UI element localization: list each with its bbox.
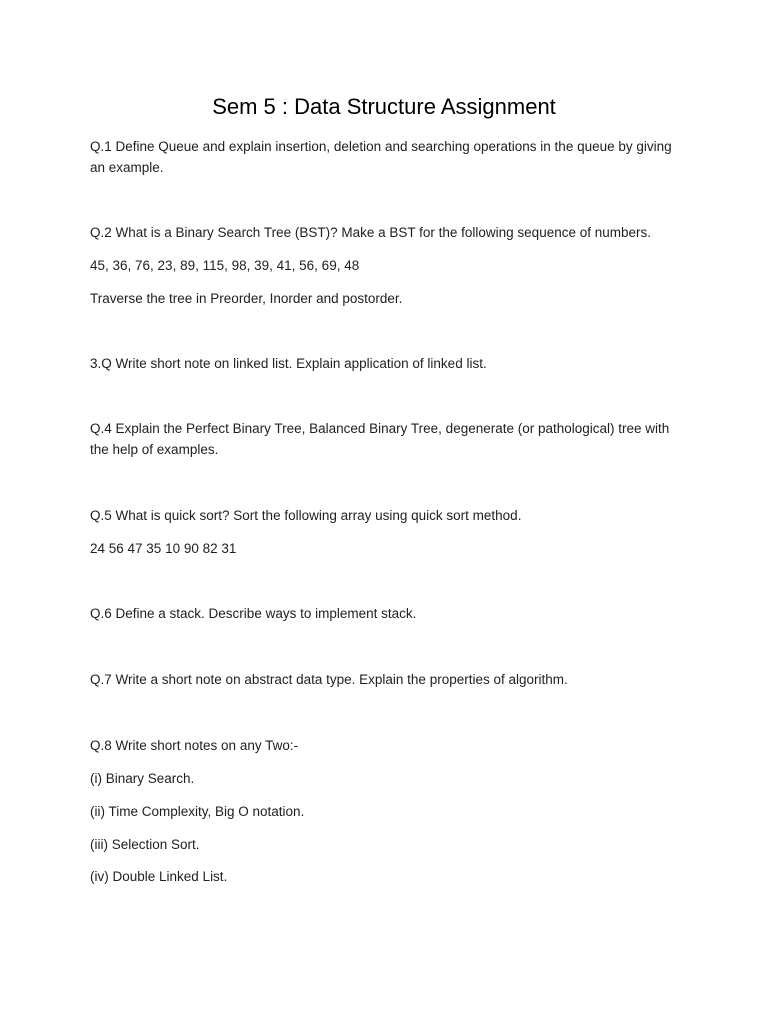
question-3: 3.Q Write short note on linked list. Explain application of linked list.: [90, 356, 487, 371]
question-5-array: 24 56 47 35 10 90 82 31: [90, 541, 237, 556]
question-8-option: (ii) Time Complexity, Big O notation.: [90, 804, 305, 819]
question-7: Q.7 Write a short note on abstract data type. Explain the properties of algorithm.: [90, 672, 568, 687]
question-5: Q.5 What is quick sort? Sort the following array using quick sort method.: [90, 508, 522, 523]
question-2-sequence: 45, 36, 76, 23, 89, 115, 98, 39, 41, 56, 69, 48: [90, 258, 360, 273]
page-title: Sem 5 : Data Structure Assignment: [212, 94, 556, 119]
question-1: Q.1 Define Queue and explain insertion, deletion and searching operations in the queue by giving an example.: [90, 139, 672, 175]
question-2-traverse: Traverse the tree in Preorder, Inorder and postorder.: [90, 291, 403, 306]
question-8-option: (iii) Selection Sort.: [90, 837, 200, 852]
question-4: Q.4 Explain the Perfect Binary Tree, Balanced Binary Tree, degenerate (or pathological) tree with the help of examples.: [90, 421, 670, 457]
question-8: Q.8 Write short notes on any Two:-: [90, 738, 299, 753]
question-6: Q.6 Define a stack. Describe ways to implement stack.: [90, 606, 417, 621]
question-8-option: (i) Binary Search.: [90, 771, 195, 786]
question-8-option: (iv) Double Linked List.: [90, 869, 228, 884]
question-2: Q.2 What is a Binary Search Tree (BST)? Make a BST for the following sequence of numbers.: [90, 225, 652, 240]
